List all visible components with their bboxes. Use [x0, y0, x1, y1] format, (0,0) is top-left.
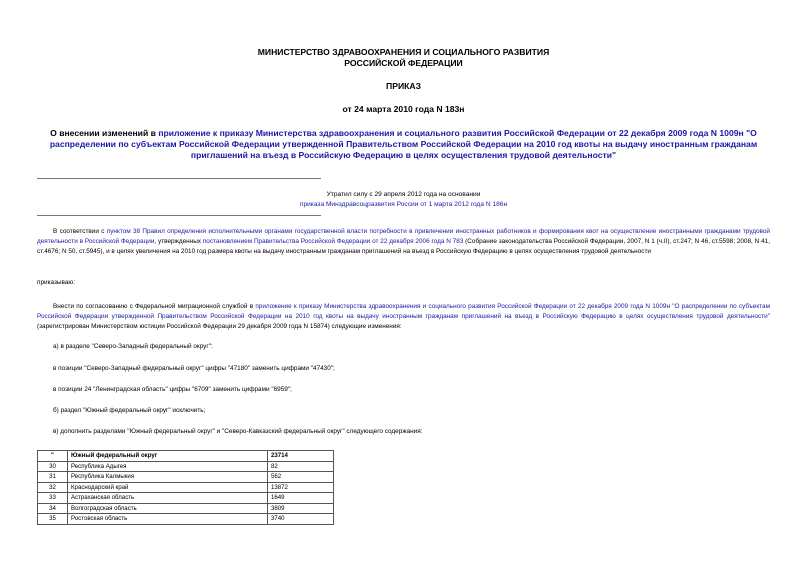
row-quota: 3809	[268, 503, 334, 514]
row-number: 33	[38, 493, 68, 504]
divider-top	[37, 178, 321, 179]
subject-link[interactable]: приложение к приказу Министерства здравоохранения и социального развития Российской Федерации от 22 декабря 2009 года N 1009н "О распределении по субъектам Российской Федерации утвержденной Правительством Российской Федерации на 2010 год квоты на выдачу иностранным гражданам приглашений на въезд в Российскую Федерацию в целях осуществления трудовой деятельности"	[49, 128, 758, 160]
main-link-appendix[interactable]: приложение к приказу Министерства здравоохранения и социального развития Российской Федерации от 22 декабря 2009 года N 1009н "О распределении по субъектам Российской Федерации утвержденной Правительством Российской Федерации на 2010 год квоты на выдачу иностранным гражданам приглашений на въезд в Российскую Федерацию в целях осуществления трудовой деятельности"	[37, 303, 770, 320]
row-quota: 13872	[268, 482, 334, 493]
row-quota: 3740	[268, 514, 334, 525]
preamble-text-2: , утвержденных	[154, 238, 203, 245]
subject-prefix: О внесении изменений в	[50, 128, 159, 138]
main-text-2: (зарегистрирован Министерством юстиции Российской Федерации 29 декабря 2009 года N 15874) следующие изменения:	[37, 323, 402, 330]
preamble-text-1: В соответствии с	[53, 228, 107, 235]
row-quota: 1649	[268, 493, 334, 504]
row-region: Астраханская область	[68, 493, 268, 504]
table-header-mark: "	[38, 451, 68, 462]
ministry-title	[0, 47, 807, 69]
divider-bottom	[37, 215, 321, 216]
row-number: 32	[38, 482, 68, 493]
document-type: ПРИКАЗ	[386, 81, 421, 91]
row-number: 34	[38, 503, 68, 514]
lost-force-text: Утратил силу с 29 апреля 2012 года на основании	[326, 191, 481, 198]
preamble-paragraph	[37, 227, 770, 257]
table-row	[38, 472, 334, 483]
row-number: 30	[38, 461, 68, 472]
table-row	[38, 503, 334, 514]
table-header-row	[38, 451, 334, 462]
row-region: Ростовская область	[68, 514, 268, 525]
row-number: 35	[38, 514, 68, 525]
main-text-1: Внести по согласованию с Федеральной миграционной службой в	[53, 303, 256, 310]
item-a: а) в разделе "Северо-Западный федеральный округ":	[53, 343, 213, 350]
table-row	[38, 514, 334, 525]
order-word: приказываю:	[37, 279, 75, 286]
row-quota: 562	[268, 472, 334, 483]
preamble-link-rules[interactable]: пунктом 38 Правил определения исполнительными органами государственной власти потребности в привлечении иностранных работников и формирования квот на осуществление иностранными гражданами трудовой деятельности в Российской Федерации	[37, 228, 770, 245]
row-region: Волгоградская область	[68, 503, 268, 514]
row-region: Краснодарский край	[68, 482, 268, 493]
ministry-line-1: МИНИСТЕРСТВО ЗДРАВООХРАНЕНИЯ И СОЦИАЛЬНОГО РАЗВИТИЯ	[257, 47, 550, 57]
table-row	[38, 482, 334, 493]
row-number: 31	[38, 472, 68, 483]
lost-force-note	[0, 190, 807, 210]
preamble-link-decree[interactable]: постановлением Правительства Российской Федерации от 22 декабря 2006 года N 783	[202, 238, 464, 245]
item-a-2: в позиции 24 "Ленинградская область" цифры "6709" заменить цифрами "6959";	[53, 386, 292, 393]
document-subject	[30, 128, 777, 161]
ministry-line-2: РОССИЙСКОЙ ФЕДЕРАЦИИ	[344, 58, 463, 68]
regions-table	[37, 450, 334, 525]
item-a-1: в позиции "Северо-Западный федеральный округ" цифры "47180" заменить цифрами "47430";	[53, 365, 335, 372]
row-region: Республика Калмыкия	[68, 472, 268, 483]
main-paragraph	[37, 302, 770, 332]
table-header-quota: 23714	[268, 451, 334, 462]
item-c: в) дополнить разделами "Южный федеральный округ" и "Северо-Кавказский федеральный округ" следующего содержания:	[53, 428, 423, 435]
table-row	[38, 493, 334, 504]
table-row	[38, 461, 334, 472]
document-date-number: от 24 марта 2010 года N 183н	[342, 104, 465, 114]
row-region: Республика Адыгея	[68, 461, 268, 472]
item-b: б) раздел "Южный федеральный округ" исключить;	[53, 407, 206, 414]
table-header-district: Южный федеральный округ	[68, 451, 268, 462]
preamble-text-3: (Собрание законодательства Российской Федерации, 2007, N 1 (ч.II), ст.247; N 46, ст.5598; 2008, N 41, ст.4676; N 50, ст.5945), и в целях увеличения на 2010 год размера квоты на выдачу иностранным гражданам приглашений на въезд в Российскую Федерацию в целях осуществления трудовой деятельности	[37, 238, 770, 255]
row-quota: 82	[268, 461, 334, 472]
lost-force-link[interactable]: приказа Минздравсоцразвития России от 1 марта 2012 года N 186н	[299, 201, 508, 208]
